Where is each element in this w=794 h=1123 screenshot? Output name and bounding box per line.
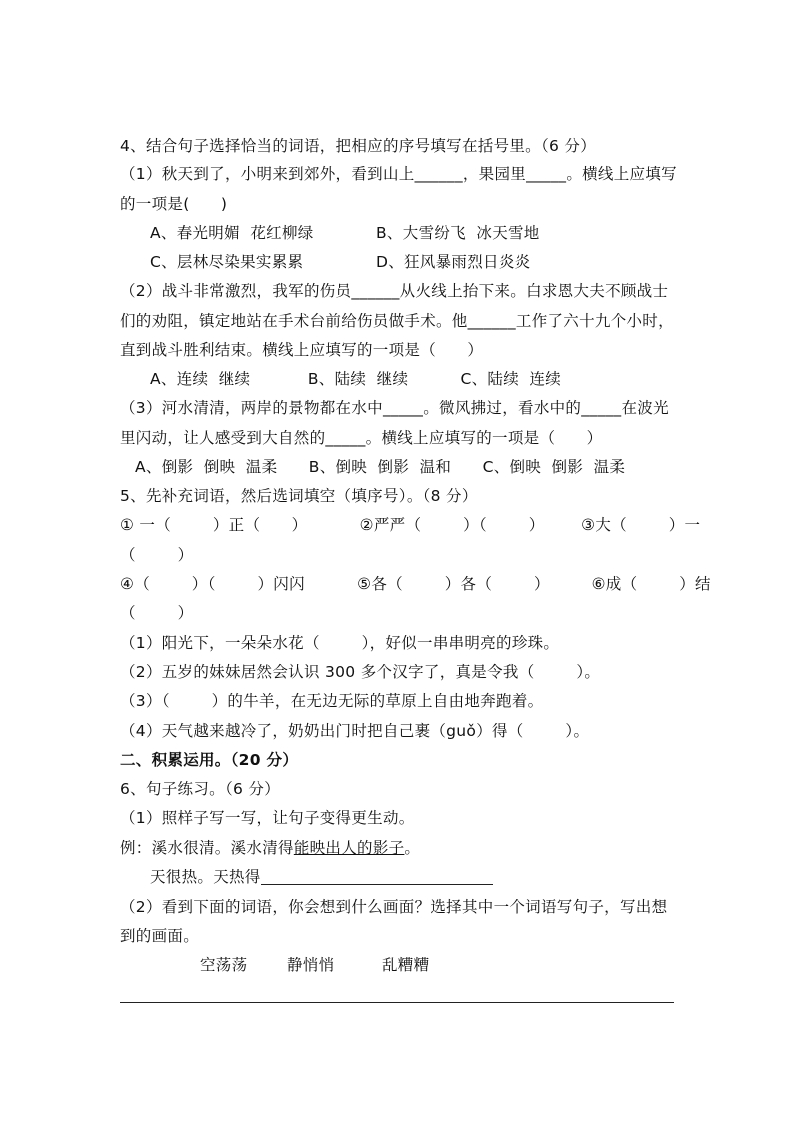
q5-words-line4: （ ） xyxy=(120,604,194,622)
q4-s1-line1: （1）秋天到了，小明来到郊外，看到山上______，果园里_____。横线上应填写 xyxy=(120,165,677,183)
q4-s2-options: A、连续 继续 B、陆续 继续 C、陆续 连续 xyxy=(150,370,562,388)
q4-s1-line2: 的一项是( ) xyxy=(120,195,228,213)
q4-s2-line1: （2）战斗非常激烈，我军的伤员______从火线上抬下来。白求恩大夫不顾战士 xyxy=(120,282,669,300)
q6-example-prefix: 例：溪水很清。溪水清得 xyxy=(120,839,294,857)
q4-s2-line3: 直到战斗胜利结束。横线上应填写的一项是（ ） xyxy=(120,341,484,359)
q6-practice xyxy=(150,867,493,887)
q5-fill-4: （4）天气越来越冷了，奶奶出门时把自己裹（guǒ）得（ ）。 xyxy=(120,722,590,740)
q6-word-3: 乱糟糟 xyxy=(382,956,430,974)
section-2-title: 二、积累运用。（20 分） xyxy=(120,751,299,769)
q4-s2-line2: 们的劝阻，镇定地站在手术台前给伤员做手术。他______工作了六十九个小时， xyxy=(120,312,674,330)
q4-s1-option-a: A、春光明媚 花红柳绿 xyxy=(150,224,314,242)
q4-s1-option-d: D、狂风暴雨烈日炎炎 xyxy=(376,253,531,271)
q5-words-line3: ④（ ）（ ）闪闪 ⑤各（ ）各（ ） ⑥成（ ）结 xyxy=(120,575,711,593)
q6-example-underlined: 能映出人的影子 xyxy=(293,839,405,857)
q5-words-line2: （ ） xyxy=(120,546,194,564)
q4-s3-line2: 里闪动，让人感受到大自然的_____。横线上应填写的一项是（ ） xyxy=(120,429,603,447)
q5-fill-1: （1）阳光下，一朵朵水花（ ），好似一串串明亮的珍珠。 xyxy=(120,634,560,652)
q6-word-2: 静悄悄 xyxy=(287,956,335,974)
q6-example-suffix: 。 xyxy=(404,839,421,857)
q6-example xyxy=(120,838,420,858)
q6-part2-line1: （2）看到下面的词语，你会想到什么画面？选择其中一个词语写句子，写出想 xyxy=(120,898,668,916)
q6-practice-answer-line[interactable] xyxy=(261,868,493,885)
q5-title: 5、先补充词语，然后选词填空（填序号）。（8 分） xyxy=(120,487,478,505)
q5-fill-2: （2）五岁的妹妹居然会认识 300 多个汉字了，真是令我（ ）。 xyxy=(120,663,601,681)
q4-s1-option-b: B、大雪纷飞 冰天雪地 xyxy=(376,224,540,242)
q4-s3-line1: （3）河水清清，两岸的景物都在水中_____。微风拂过，看水中的_____在波光 xyxy=(120,399,669,417)
q4-s1-option-c: C、层林尽染果实累累 xyxy=(150,253,304,271)
q5-words-line1: ① 一（ ）正（ ） ②严严（ ）（ ） ③大（ ）一 xyxy=(120,516,701,534)
q6-word-1: 空荡荡 xyxy=(200,956,248,974)
q6-answer-line[interactable] xyxy=(120,1002,674,1003)
q6-part1: （1）照样子写一写，让句子变得更生动。 xyxy=(120,809,415,827)
q4-title: 4、结合句子选择恰当的词语，把相应的序号填写在括号里。（6 分） xyxy=(120,137,597,155)
q6-part2-line2: 到的画面。 xyxy=(120,927,200,945)
q6-title: 6、句子练习。（6 分） xyxy=(120,780,281,798)
q5-fill-3: （3）（ ）的牛羊，在无边无际的草原上自由地奔跑着。 xyxy=(120,692,544,710)
q4-s3-options: A、倒影 倒映 温柔 B、倒映 倒影 温和 C、倒映 倒影 温柔 xyxy=(135,458,626,476)
q6-practice-prompt: 天很热。天热得 xyxy=(150,868,261,886)
